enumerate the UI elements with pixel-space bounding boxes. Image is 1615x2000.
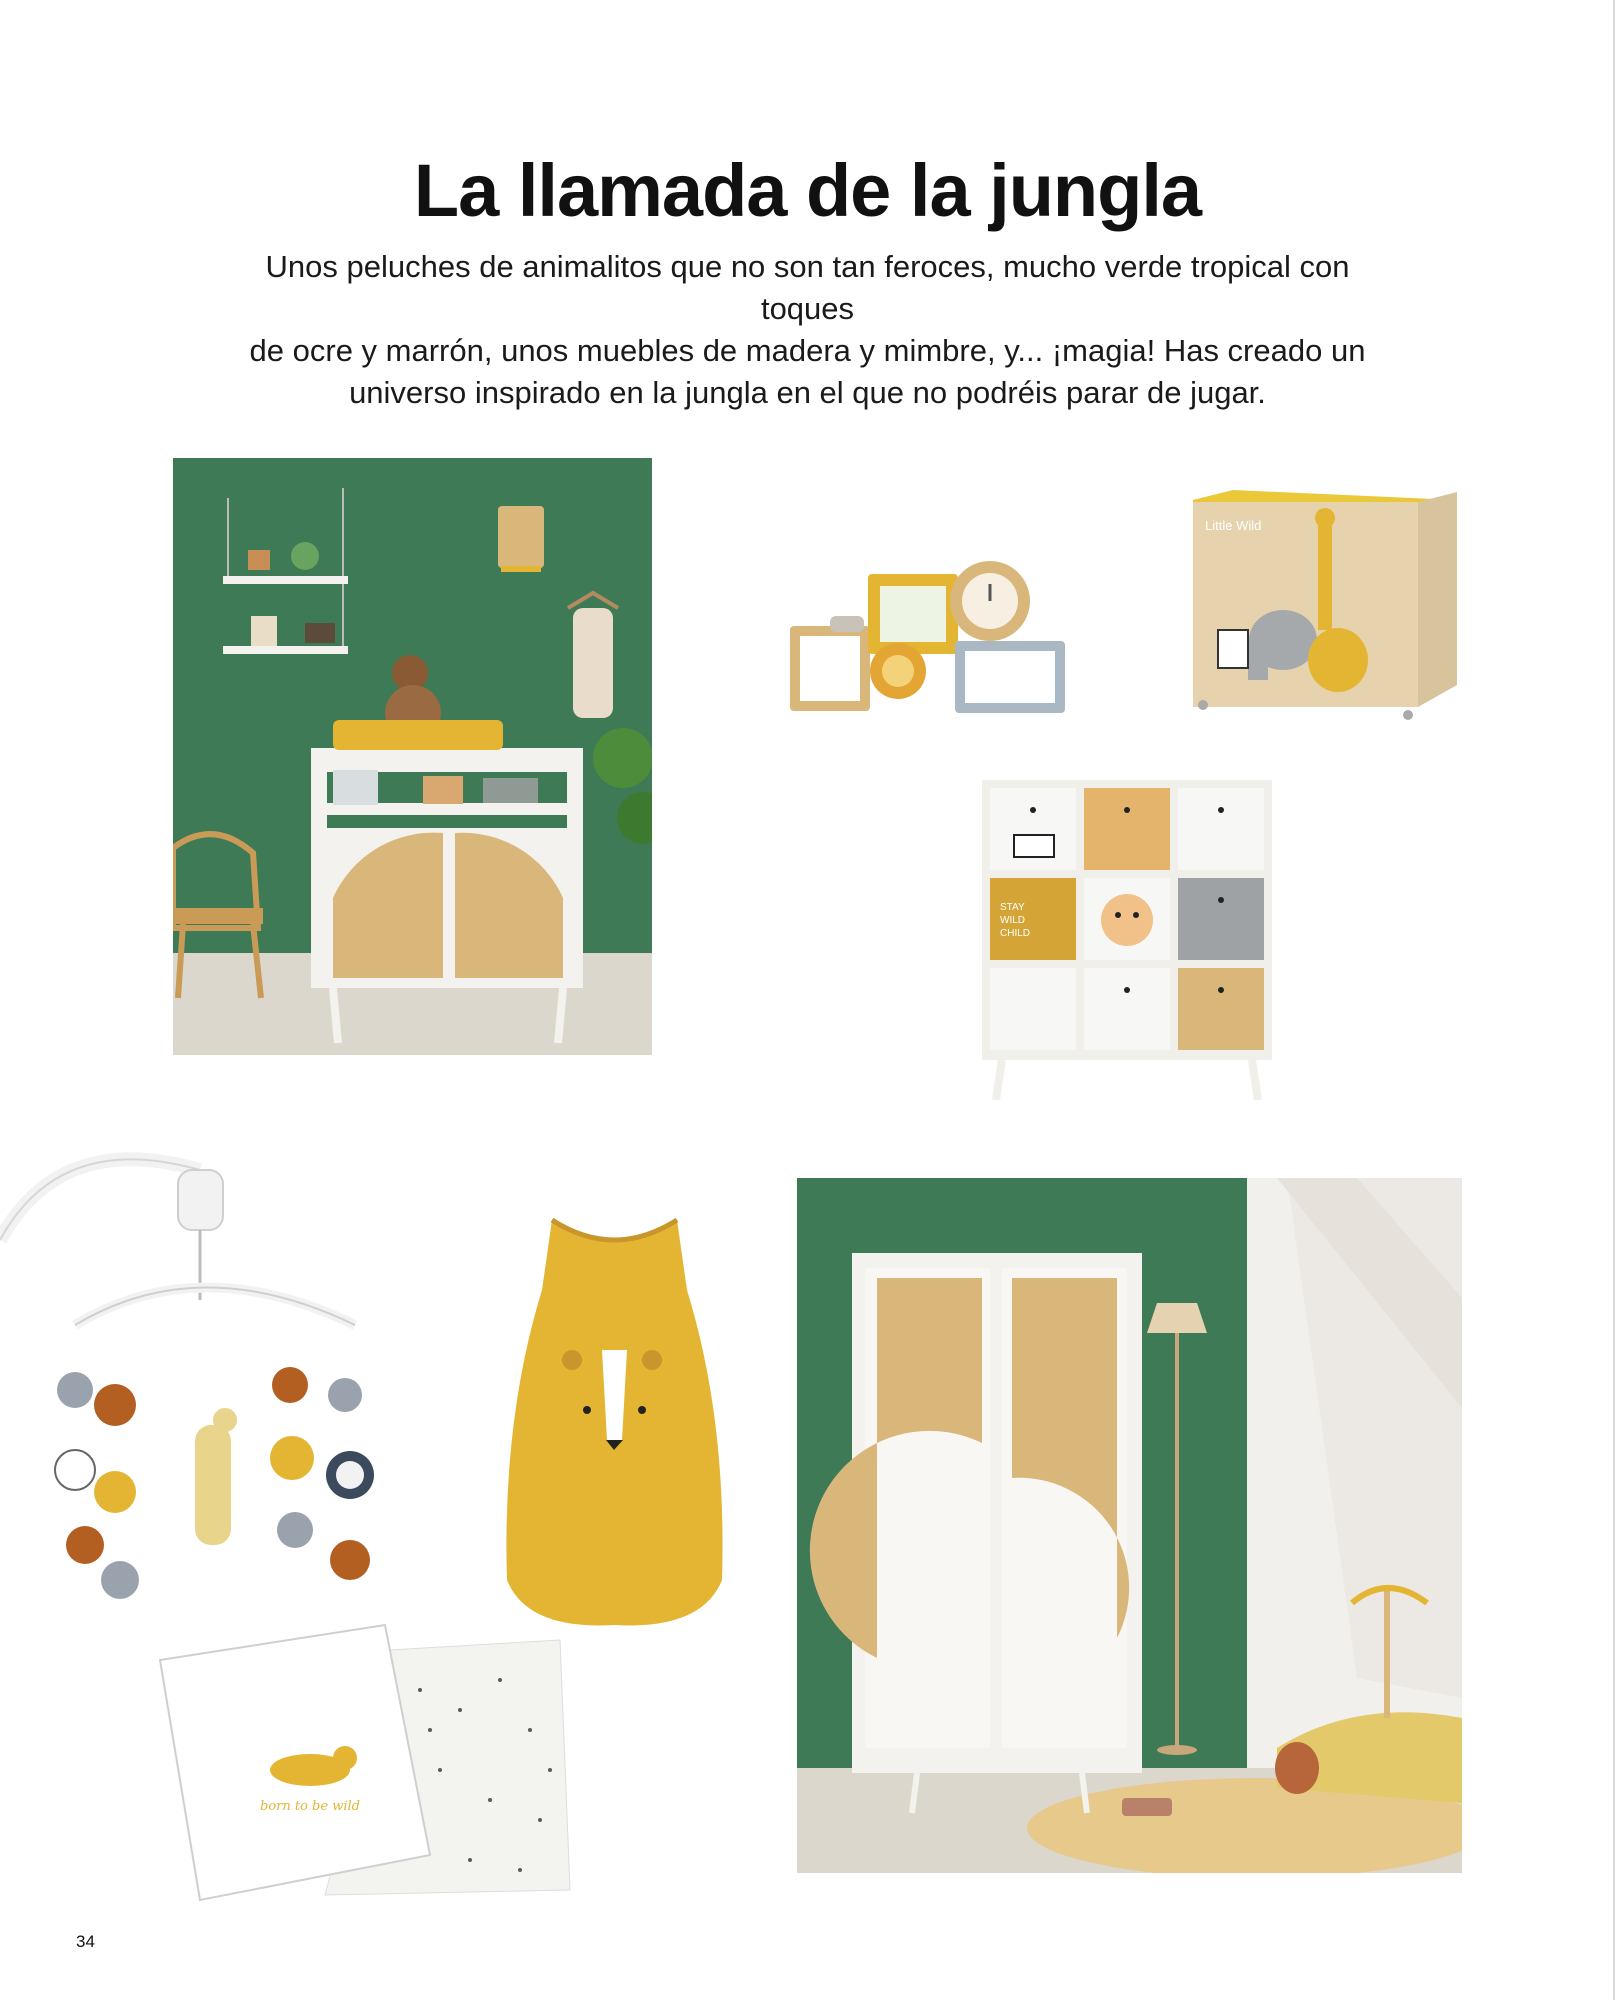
toy-box-lettering: Little Wild [1205, 518, 1262, 533]
toy-box-photo [1193, 490, 1457, 720]
intro-paragraph [230, 246, 1385, 414]
intro-line-2: de ocre y marrón, unos muebles de madera y mimbre, y... ¡magia! Has creado un [249, 333, 1366, 368]
page-title: La llamada de la jungla [413, 149, 1202, 232]
drawer-text-line-3: CHILD [1000, 928, 1031, 939]
crib-mobile-photo [0, 1130, 395, 1600]
intro-line-1: Unos peluches de animalitos que no son tan feroces, mucho verde tropical con toques [265, 249, 1350, 326]
sleeping-bag-photo [502, 1200, 727, 1630]
page-number: 34 [76, 1932, 95, 1951]
drawer-text-line-2: WILD [1000, 915, 1025, 926]
intro-line-3: universo inspirado en la jungla en el que no podréis parar de jugar. [349, 375, 1266, 410]
chest-of-drawers-photo [982, 780, 1272, 1100]
jungle-frames-photo [790, 556, 1065, 716]
wardrobe-room-photo [797, 1178, 1462, 1873]
blanket-embroidery: born to be wild [260, 1799, 360, 1814]
blanket-photo [140, 1620, 580, 1920]
drawer-text-line-1: STAY [1000, 902, 1025, 913]
nursery-changing-table-photo [173, 458, 652, 1055]
